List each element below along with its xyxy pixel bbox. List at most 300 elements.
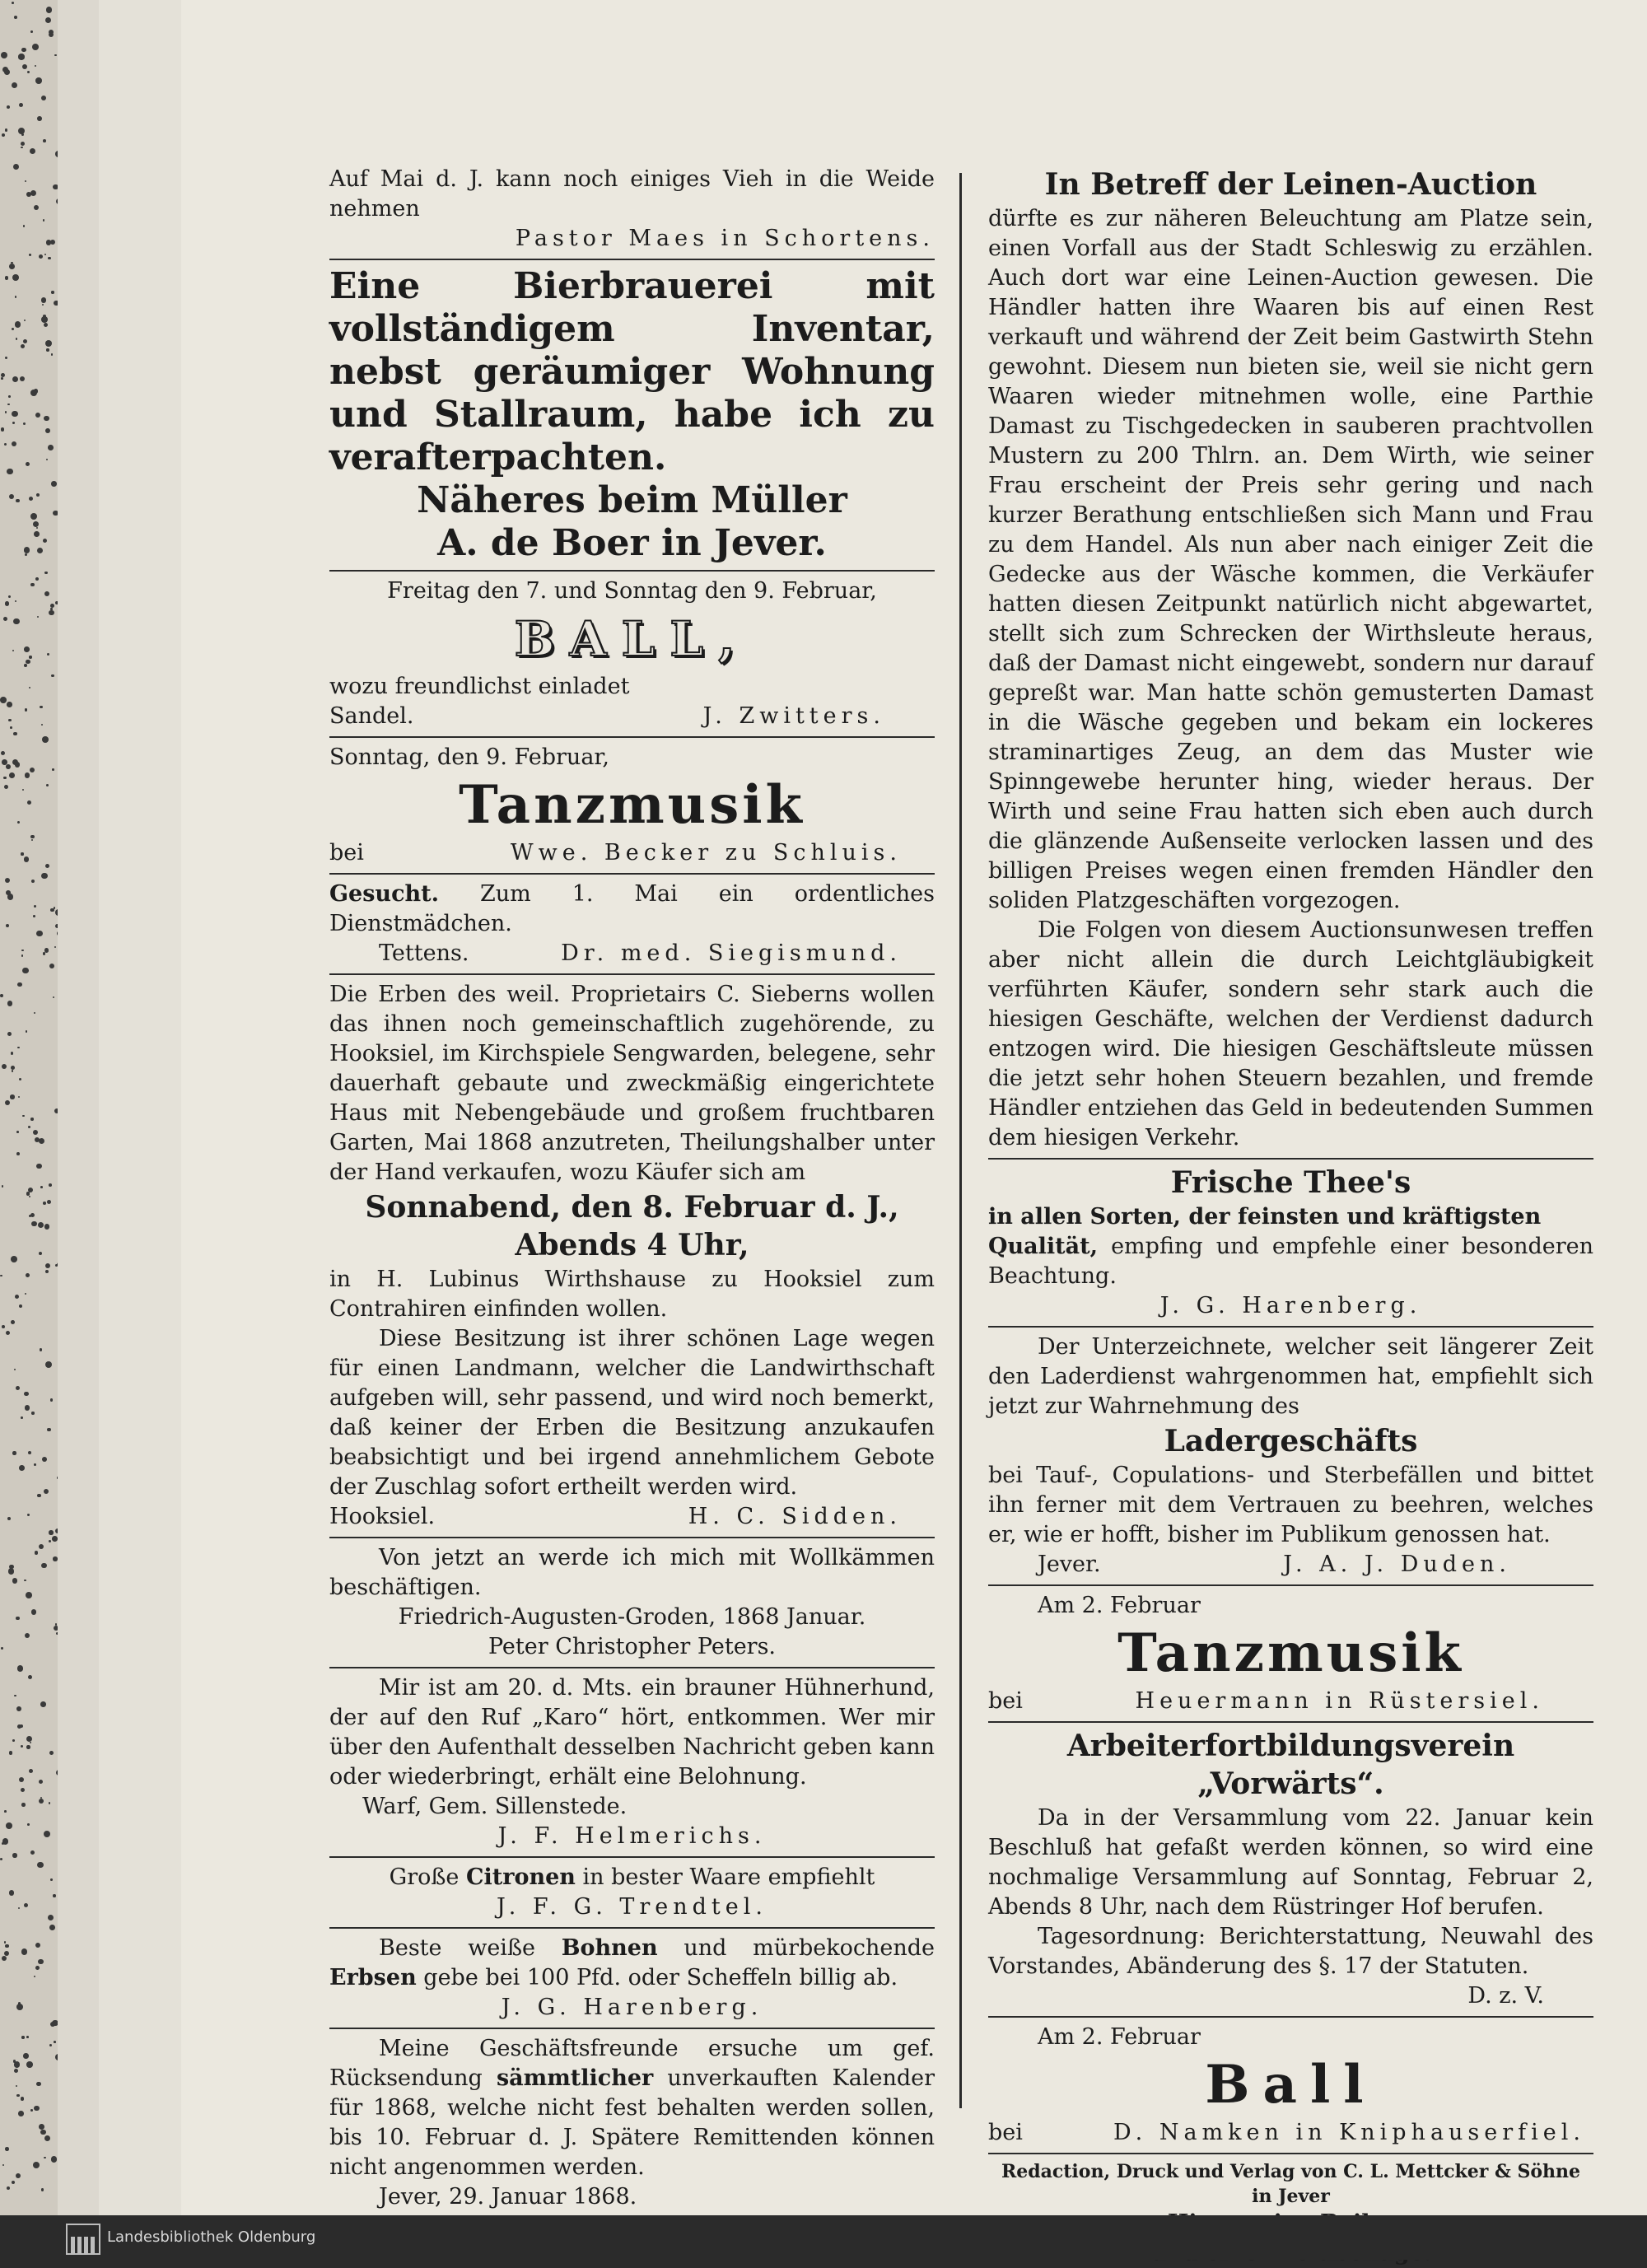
ad-headline: Eine Bierbrauerei mit vollständigem Inventar, nebst geräumiger Wohnung und Stallraum, habe ich zu verafterpachten. <box>329 265 935 478</box>
paper-speck <box>54 54 56 56</box>
paper-speck <box>21 1416 23 1419</box>
ad-footer-row <box>329 1502 935 1532</box>
paper-speck <box>7 1517 11 1520</box>
ad-footer-row <box>329 702 935 731</box>
paper-speck <box>14 1695 16 1697</box>
paper-speck <box>23 339 27 343</box>
ad-text: Große <box>389 1864 460 1890</box>
ad-footer-row <box>988 2118 1593 2148</box>
paper-speck <box>13 618 19 624</box>
paper-speck <box>41 873 47 879</box>
paper-speck <box>30 30 33 33</box>
ad-citronen <box>329 1863 935 1922</box>
paper-speck <box>21 1788 25 1792</box>
paper-speck <box>40 1348 42 1351</box>
paper-speck <box>3 777 6 779</box>
paper-speck <box>23 2053 28 2058</box>
paper-speck <box>34 1463 36 1466</box>
paper-speck <box>6 764 11 769</box>
ad-gesucht <box>329 880 935 968</box>
ad-huehnerhund <box>329 1673 935 1851</box>
paper-speck <box>18 1907 20 1909</box>
paper-speck <box>16 2085 17 2087</box>
paper-speck <box>21 2036 24 2038</box>
paper-speck <box>27 1514 30 1516</box>
paper-speck <box>51 291 54 293</box>
paper-speck <box>50 604 54 608</box>
paper-speck <box>41 724 44 726</box>
ad-tanzmusik-ruestersiel <box>988 1591 1593 1716</box>
paper-speck <box>49 610 54 616</box>
paper-speck <box>28 1126 31 1129</box>
paper-speck <box>41 297 47 303</box>
ad-text: gebe bei 100 Pfd. oder Scheffeln billig ab. <box>423 1965 898 1990</box>
paper-speck <box>3 617 7 621</box>
ad-text: Mir ist am 20. d. Mts. ein brauner Hühnerhund, der auf den Ruf „Karo“ hört, entkommen. Wer mir über den Aufenthalt desselben Nachricht geben kann oder wiederbringt, erhält eine Belohnung. <box>329 1675 935 1790</box>
paper-speck <box>34 205 39 210</box>
paper-speck <box>18 54 24 59</box>
paper-speck <box>42 736 49 743</box>
paper-speck <box>44 416 49 422</box>
paper-speck <box>49 964 54 968</box>
paper-speck <box>48 1915 54 1920</box>
ad-title: Ball <box>1205 2054 1377 2116</box>
ad-text: Zum 1. Mai ein ordentliches Dienstmädchen. <box>329 881 935 936</box>
paper-speck <box>44 2135 51 2142</box>
paper-speck <box>42 1457 47 1462</box>
paper-speck <box>44 254 46 255</box>
ad-text: dürfte es zur näheren Beleuchtung am Platze sein, einen Vorfall aus der Stadt Schleswig zu erzählen. Auch dort war eine Leinen-Auction gewesen. Die Händler hatten ihre Waaren bis auf einen Rest verkauft und während der Zeit beim Gastwirth Stehn gewohnt. Diesem nun bieten sie, weil sie nicht gern Waaren wieder mitnehmen wolle, eine Parthie Damast zu Tischgedecken in sauberen prachtvollen Mustern zu 200 Thlrn. an. Dem Wirth, wie seiner Frau erscheint der Preis sehr gering und nach kurzer Berathung entschließen sich Mann und Frau zu dem Handel. Als nun aber nach einiger Zeit die Gedecke aus der Wäsche kommen, die Verkäufer hatten diesen Zeitpunkt natürlich nicht abgewartet, stellt sich zum Schrecken der Wirthsleute heraus, daß der Damast nicht eingewebt, sondern nur darauf gepreßt war. Man hatte schön gemusterten Damast in die Wäsche gegeben und bekam ein lockeres straminartiges Zeug, an dem das Muster wie Spinngewebe herunter hing, wieder heraus. Der Wirth und seine Frau hatten sich eben auch durch die glänzende Außenseite verlocken lassen und des billigen Preises wegen einen fremden Händler den soliden Platzgeschäften vorgezogen. <box>988 206 1593 913</box>
paper-speck <box>41 1563 47 1569</box>
ad-name: A. de Boer in Jever. <box>437 522 827 564</box>
paper-speck <box>28 1675 33 1680</box>
paper-speck <box>22 968 29 974</box>
paper-speck <box>49 32 54 37</box>
ad-where: Heuermann in Rüstersiel. <box>1135 1688 1544 1714</box>
paper-speck <box>5 411 7 413</box>
paper-speck <box>16 499 20 503</box>
paper-speck <box>19 1078 21 1080</box>
column-divider <box>959 173 962 2108</box>
paper-speck <box>51 674 54 677</box>
paper-speck <box>17 1047 20 1049</box>
ad-text: Diese Besitzung ist ihrer schönen Lage wegen für einen Landmann, welcher die Landwirthschaft aufgeben will, sehr passend, und wird noch bemerkt, daß keiner der Erben die Besitzung anzukaufen beabsichtigt und bei irgend annehmlichem Gebote der Zuschlag sofort ertheilt werden wird. <box>329 1326 935 1500</box>
paper-speck <box>4 69 10 75</box>
paper-speck <box>2 1185 3 1187</box>
paper-speck <box>36 931 42 936</box>
ad-place: Warf, Gem. Sillenstede. <box>362 1794 628 1819</box>
paper-speck <box>44 2157 46 2159</box>
ad-name: H. C. Sidden. <box>688 1504 902 1529</box>
paper-speck <box>11 1066 15 1070</box>
paper-speck <box>41 2188 44 2191</box>
paper-speck <box>40 1797 42 1799</box>
paper-speck <box>36 2082 40 2086</box>
ad-text: bei Tauf-, Copulations- und Sterbefällen und bittet ihn ferner mit dem Vertrauen zu beehren, welches er, wie er hofft, bisher im Publikum genossen hat. <box>988 1463 1593 1547</box>
paper-speck <box>14 2069 18 2073</box>
paper-speck <box>31 839 34 842</box>
ad-heading: Arbeiterfortbildungsverein <box>1066 1729 1515 1763</box>
divider <box>329 1856 935 1858</box>
paper-speck <box>2 2164 4 2166</box>
ad-ball-kniphausersiel <box>988 2023 1593 2148</box>
paper-speck <box>46 7 53 13</box>
paper-speck <box>25 1405 30 1411</box>
paper-speck <box>37 1862 43 1868</box>
ad-tanzmusik-schluis <box>329 743 935 868</box>
divider <box>329 570 935 572</box>
paper-speck <box>44 1831 50 1837</box>
ad-lead: Gesucht. <box>329 881 440 907</box>
library-name: Landesbibliothek Oldenburg <box>107 2228 316 2246</box>
ad-text: in allen Sorten, der feinsten und kräftigsten <box>988 1204 1542 1230</box>
paper-speck <box>25 180 27 183</box>
paper-speck <box>2 1064 7 1069</box>
paper-speck <box>44 591 49 596</box>
paper-speck <box>30 768 35 772</box>
divider <box>329 1927 935 1929</box>
divider <box>329 736 935 738</box>
paper-speck <box>30 148 35 154</box>
paper-speck <box>25 772 30 778</box>
paper-speck <box>16 1706 21 1711</box>
paper-speck <box>12 1070 14 1072</box>
ad-place: Tettens. <box>379 940 469 966</box>
paper-speck <box>50 908 54 912</box>
paper-speck <box>9 1751 13 1755</box>
ad-date: Am 2. Februar <box>1038 1593 1201 1618</box>
ad-name: J. F. G. Trendtel. <box>497 1894 768 1920</box>
paper-speck <box>35 65 37 68</box>
paper-speck <box>28 1451 31 1454</box>
paper-speck <box>7 702 12 707</box>
paper-speck <box>12 2 14 4</box>
paper-speck <box>44 948 49 952</box>
paper-speck <box>15 321 21 327</box>
paper-speck <box>30 390 37 396</box>
paper-speck <box>39 1780 43 1784</box>
paper-speck <box>5 357 7 359</box>
paper-speck <box>36 1164 41 1169</box>
paper-speck <box>27 71 30 73</box>
ad-text: und mürbekochende <box>684 1935 935 1961</box>
ad-bei: bei <box>329 840 364 866</box>
paper-speck <box>5 1944 8 1948</box>
paper-speck <box>35 77 42 84</box>
paper-speck <box>9 1890 14 1895</box>
ad-thee <box>988 1164 1593 1321</box>
paper-speck <box>15 762 21 768</box>
ad-heading: Frische Thee's <box>1170 1165 1411 1200</box>
paper-speck <box>43 139 46 142</box>
ad-bei: bei <box>988 1688 1023 1714</box>
paper-speck <box>36 527 39 530</box>
paper-speck <box>48 445 54 450</box>
ad-bei: bei <box>988 2120 1023 2145</box>
paper-speck <box>26 1592 32 1598</box>
paper-speck <box>50 1878 53 1881</box>
paper-speck <box>15 1295 19 1299</box>
paper-speck <box>39 254 43 259</box>
paper-speck <box>24 664 27 667</box>
ad-heading: Ladergeschäfts <box>1164 1424 1418 1458</box>
ad-date: Freitag den 7. und Sonntag den 9. Februar, <box>387 578 877 604</box>
paper-speck <box>43 539 47 543</box>
paper-speck <box>54 946 56 948</box>
paper-speck <box>6 1822 12 1829</box>
paper-speck <box>45 428 50 433</box>
paper-speck <box>21 950 24 952</box>
paper-speck <box>42 304 44 306</box>
ad-name: J. Zwitters. <box>702 703 885 729</box>
paper-speck <box>32 44 39 50</box>
paper-speck <box>35 413 40 418</box>
paper-speck <box>47 1428 50 1431</box>
paper-speck <box>26 1273 30 1277</box>
ad-heading: „Vorwärts“. <box>1197 1766 1384 1801</box>
paper-speck <box>15 296 17 298</box>
paper-speck <box>29 1769 33 1773</box>
paper-speck <box>21 344 25 348</box>
paper-speck <box>29 1196 30 1197</box>
paper-speck <box>51 353 54 356</box>
paper-speck <box>14 1369 16 1370</box>
paper-speck <box>38 1222 44 1229</box>
ad-text: Die Folgen von diesem Auctionsunwesen treffen aber nicht allein die durch Leichtgläubigkeit verführten Käufer, sondern sehr stark auch die hiesigen Geschäfte, welchen der Verdienst dadurch entzogen wird. Die hiesigen Geschäftsleute müssen die jetzt sehr hohen Steuern bezahlen, und fremde Händler entziehen das Geld in bedeutenden Summen dem hiesigen Verkehr. <box>988 917 1593 1150</box>
paper-speck <box>16 1617 19 1620</box>
paper-speck <box>11 1256 17 1262</box>
divider <box>988 1584 1593 1586</box>
paper-speck <box>29 687 30 688</box>
paper-speck <box>16 2173 21 2178</box>
paper-speck <box>35 1943 40 1948</box>
paper-speck <box>21 1803 25 1806</box>
paper-speck <box>12 328 14 330</box>
paper-speck <box>45 1270 49 1273</box>
paper-speck <box>26 2061 33 2068</box>
paper-speck <box>24 1392 29 1397</box>
paper-speck <box>17 982 22 987</box>
divider <box>329 259 935 260</box>
paper-speck <box>18 2111 23 2116</box>
library-logo-icon <box>66 2224 100 2255</box>
paper-speck <box>45 1263 50 1268</box>
ad-ball-sandel <box>329 576 935 731</box>
paper-speck <box>34 1976 36 1978</box>
paper-speck <box>30 513 37 520</box>
paper-speck <box>16 338 17 339</box>
paper-speck <box>7 1032 12 1036</box>
ad-signature: Pastor Maes in Schortens. <box>515 226 935 251</box>
paper-speck <box>2 1956 7 1961</box>
paper-speck <box>1 427 4 431</box>
ad-place: Jever, 29. Januar 1868. <box>379 2184 637 2210</box>
paper-speck <box>21 48 26 52</box>
paper-speck <box>49 1802 51 1804</box>
ad-footer-row <box>329 838 935 868</box>
paper-speck <box>19 1465 25 1471</box>
ad-arbeiterverein <box>988 1728 1593 2011</box>
paper-speck <box>44 1489 49 1494</box>
ad-text: unverkauften Kalender für 1868, welche nicht fest behalten werden sollen, bis 10. Februar d. J. Spätere Remittenden können nicht angenommen werden. <box>329 2065 935 2180</box>
paper-speck <box>53 1894 56 1897</box>
paper-speck <box>37 616 39 618</box>
paper-speck <box>5 276 9 280</box>
paper-speck <box>25 1293 26 1295</box>
ad-text: Von jetzt an werde ich mich mit Wollkämmen beschäftigen. <box>329 1545 935 1600</box>
paper-speck <box>9 494 14 499</box>
paper-speck <box>5 128 8 132</box>
paper-speck <box>47 653 49 656</box>
ad-footer-row <box>988 1687 1593 1716</box>
paper-speck <box>16 1131 19 1133</box>
ad-line: Näheres beim Müller <box>417 479 847 521</box>
ad-vieh-weide <box>329 165 935 254</box>
paper-speck <box>12 411 18 418</box>
paper-speck <box>0 994 3 997</box>
divider <box>329 1667 935 1668</box>
paper-speck <box>46 784 49 786</box>
paper-speck <box>52 768 54 771</box>
paper-speck <box>17 821 20 824</box>
paper-speck <box>49 2044 52 2046</box>
ad-name: J. G. Harenberg. <box>501 1995 763 2020</box>
paper-speck <box>6 924 9 927</box>
paper-speck <box>12 376 18 382</box>
paper-speck <box>19 1304 22 1308</box>
paper-speck <box>29 656 31 658</box>
ad-bold: Qualität, <box>988 1234 1098 1259</box>
paper-speck <box>31 880 35 884</box>
paper-speck <box>12 1451 16 1454</box>
ad-text: Auf Mai d. J. kann noch einiges Vieh in die Weide nehmen <box>329 166 935 222</box>
paper-speck <box>18 1096 20 1098</box>
paper-speck <box>30 583 35 587</box>
divider <box>329 1537 935 1538</box>
paper-speck <box>55 1623 57 1625</box>
paper-speck <box>0 1275 2 1276</box>
paper-speck <box>7 404 9 405</box>
paper-speck <box>15 600 16 602</box>
ad-wollkaemmen <box>329 1543 935 1662</box>
paper-speck <box>21 133 24 136</box>
paper-speck <box>23 422 26 425</box>
paper-speck <box>46 240 52 245</box>
paper-speck <box>5 1100 10 1105</box>
paper-speck <box>13 732 16 735</box>
paper-speck <box>21 1745 23 1748</box>
paper-speck <box>26 1736 32 1742</box>
ad-name: Peter Christopher Peters. <box>488 1634 777 1659</box>
ad-text: Meine Geschäftsfreunde ersuche um gef. Rücksendung <box>329 2036 935 2091</box>
paper-speck <box>34 2106 39 2111</box>
paper-speck <box>14 16 17 19</box>
paper-speck <box>9 772 15 778</box>
imprint-text: Redaction, Druck und Verlag von C. L. Mettcker & Söhne in Jever <box>1001 2161 1581 2207</box>
divider <box>988 1326 1593 1328</box>
paper-speck <box>50 1398 53 1401</box>
paper-speck <box>8 595 11 598</box>
ad-text: empfing und empfehle einer besonderen Beachtung. <box>988 1234 1593 1289</box>
paper-speck <box>16 1386 20 1390</box>
ad-heading: Sonnabend, den 8. Februar d. J., <box>365 1190 899 1225</box>
ad-footer-row <box>988 1550 1593 1580</box>
paper-speck <box>46 348 49 351</box>
paper-speck <box>12 274 19 281</box>
ad-name: J. G. Harenberg. <box>1159 1293 1422 1318</box>
paper-speck <box>0 697 7 703</box>
divider <box>329 2028 935 2029</box>
paper-speck <box>40 1186 43 1188</box>
paper-speck <box>13 164 19 170</box>
ad-text: wozu freundlichst einladet <box>329 674 630 699</box>
ad-text: Beste weiße <box>379 1935 535 1961</box>
paper-speck <box>24 1580 26 1582</box>
paper-speck <box>30 190 36 196</box>
paper-speck <box>34 1012 35 1014</box>
paper-speck <box>33 915 35 917</box>
paper-speck <box>5 878 11 884</box>
paper-speck <box>19 103 23 107</box>
paper-speck <box>35 1551 38 1554</box>
ad-text: Der Unterzeichnete, welcher seit längerer Zeit den Laderdienst wahrgenommen hat, empfiehlt sich jetzt zur Wahrnehmung des <box>988 1334 1593 1419</box>
ad-leinen-auction <box>988 166 1593 1153</box>
ad-text: Die Erben des weil. Proprietairs C. Sieberns wollen das ihnen noch gemeinschaftlich zugehörende, zu Hooksiel, im Kirchspiele Sengwarden, belegene, sehr dauerhaft gebaute und zweckmäßig eingerichtete Haus mit Nebengebäude und großem fruchtbaren Garten, Mai 1868 anzutreten, Theilungshalber unter der Hand verkaufen, wozu Käufer sich am <box>329 982 935 1185</box>
paper-speck <box>30 1742 31 1743</box>
ad-text: in H. Lubinus Wirthshause zu Hooksiel zum Contrahiren einfinden wollen. <box>329 1267 935 1322</box>
ad-name: J. A. J. Duden. <box>1283 1552 1511 1577</box>
divider <box>329 973 935 975</box>
paper-speck <box>49 1925 55 1930</box>
paper-speck <box>45 340 52 347</box>
paper-speck <box>50 240 55 245</box>
paper-speck <box>33 521 39 527</box>
paper-speck <box>22 64 27 69</box>
paper-speck <box>12 1739 15 1742</box>
paper-speck <box>43 315 46 318</box>
paper-speck <box>11 1320 15 1324</box>
ad-name: Dr. med. Siegismund. <box>561 940 902 966</box>
paper-speck <box>49 1530 53 1534</box>
paper-speck <box>30 1118 33 1120</box>
ad-heading: In Betreff der Leinen-Auction <box>1044 167 1537 202</box>
divider <box>329 873 935 875</box>
paper-speck <box>53 996 54 998</box>
paper-speck <box>8 1568 14 1574</box>
ad-bold: Citronen <box>466 1864 576 1890</box>
paper-speck <box>37 1494 41 1498</box>
ad-text: Tagesordnung: Berichterstattung, Neuwahl des Vorstandes, Abänderung des §. 17 der Statuten. <box>988 1924 1593 1979</box>
paper-speck <box>47 1200 51 1204</box>
divider <box>988 1721 1593 1723</box>
paper-speck <box>51 2156 58 2163</box>
ad-place: Friedrich-Augusten-Groden, 1868 Januar. <box>398 1604 866 1630</box>
paper-speck <box>28 1188 34 1193</box>
paper-speck <box>31 1221 36 1226</box>
paper-speck <box>10 1094 14 1099</box>
paper-speck <box>52 1536 58 1542</box>
ad-name: J. F. Helmerichs. <box>497 1823 767 1849</box>
paper-speck <box>26 1030 27 1032</box>
paper-speck <box>29 254 30 255</box>
paper-speck <box>30 1850 35 1855</box>
paper-speck <box>35 1137 40 1142</box>
paper-speck <box>26 2036 29 2038</box>
paper-speck <box>12 82 17 88</box>
paper-speck <box>49 1183 52 1187</box>
ad-ladergeschaeft <box>988 1332 1593 1580</box>
paper-speck <box>39 1544 44 1549</box>
